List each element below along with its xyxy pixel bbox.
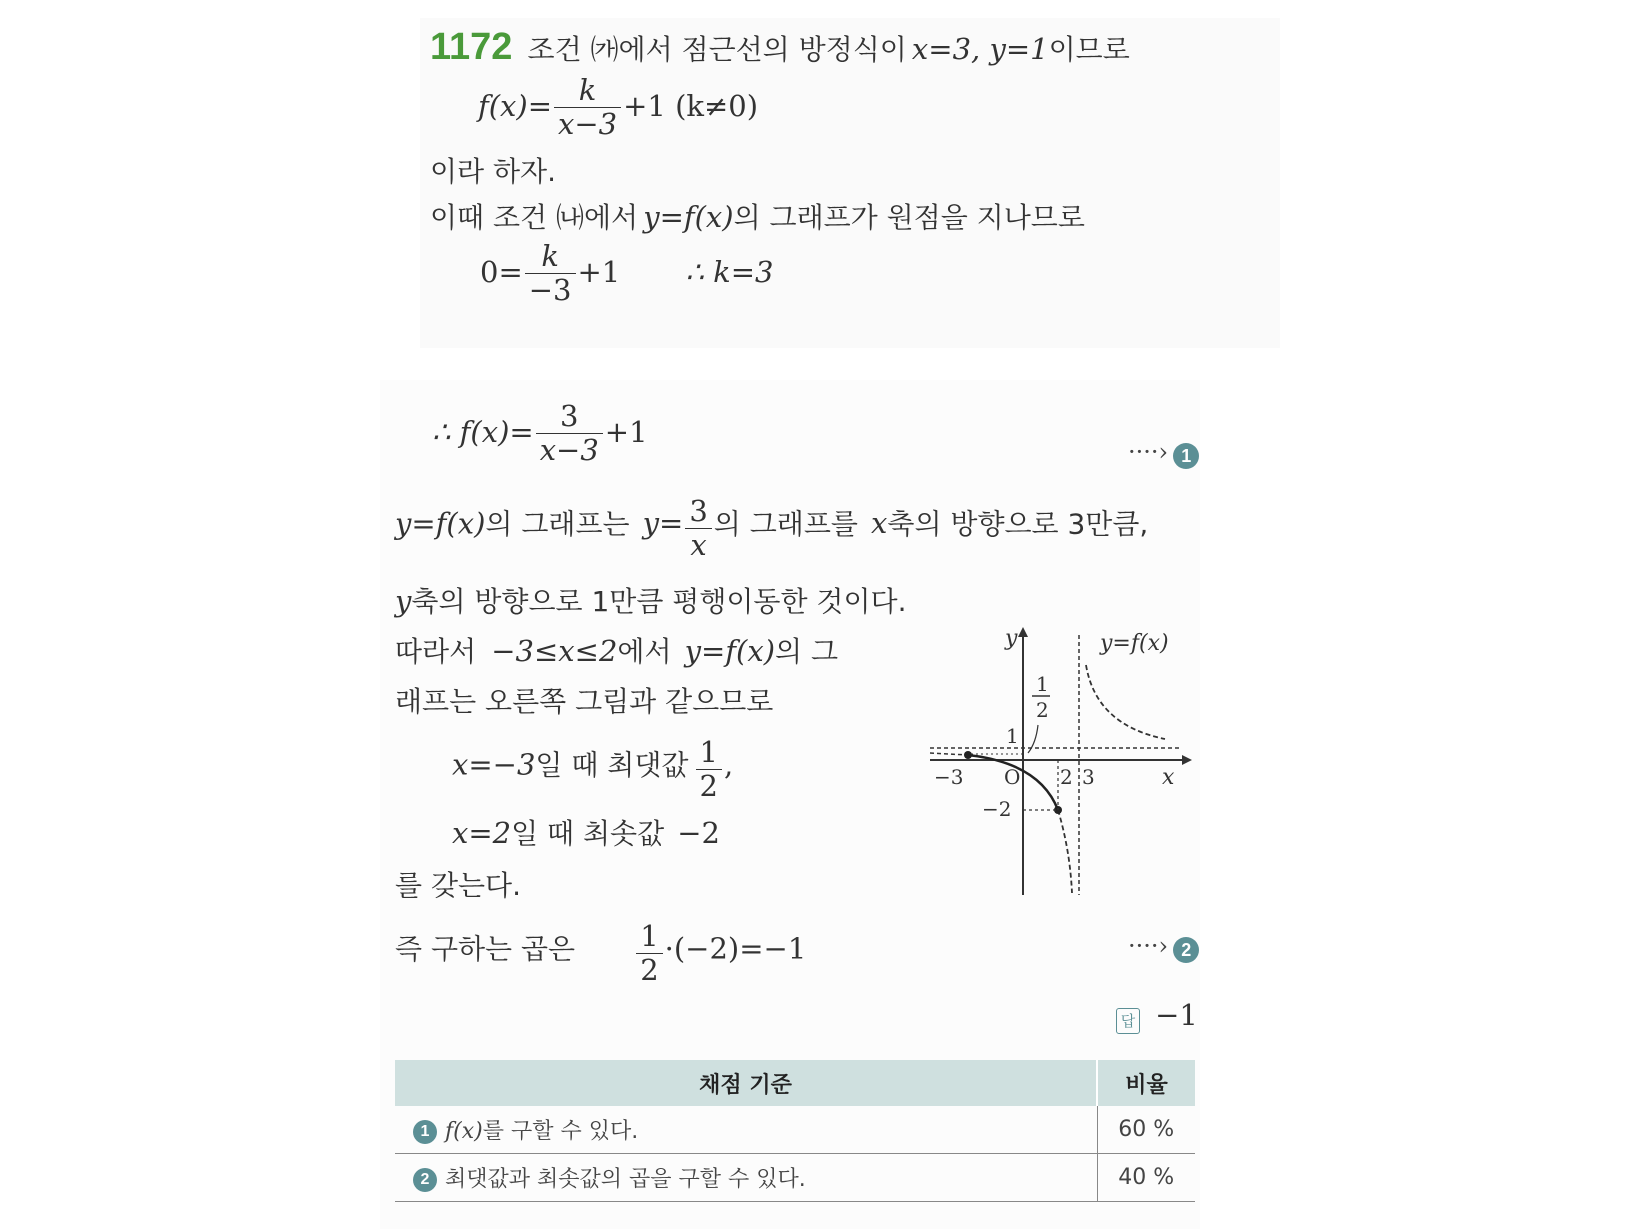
solution-para-3 bbox=[395, 630, 838, 670]
step-marker-1 bbox=[1128, 438, 1199, 469]
function-math: y=f(x) bbox=[643, 200, 734, 234]
table-row bbox=[395, 1154, 1195, 1202]
interval-math: −3≤x≤2 bbox=[491, 634, 618, 668]
half-numerator: 1 bbox=[1036, 672, 1049, 696]
denominator: 2 bbox=[636, 953, 662, 987]
fraction bbox=[696, 736, 722, 804]
curve-lower-dashed bbox=[1058, 810, 1072, 893]
function-math: y=f(x) bbox=[684, 634, 776, 668]
solution-para-4: 래프는 오른쪽 그림과 같으므로 bbox=[395, 685, 774, 718]
problem-line-1 bbox=[430, 26, 1130, 69]
step-marker-2 bbox=[1128, 932, 1199, 963]
axis-var: x bbox=[871, 506, 888, 541]
numerator: k bbox=[578, 73, 597, 107]
tick-neg2: −2 bbox=[982, 797, 1012, 821]
curve-right-branch bbox=[1086, 665, 1165, 739]
row-badge: 2 bbox=[413, 1168, 437, 1192]
product-line bbox=[395, 920, 806, 988]
k-result: ∴ k=3 bbox=[685, 254, 774, 289]
fraction bbox=[636, 920, 662, 988]
answer-icon: 답 bbox=[1116, 1008, 1140, 1034]
solution-text: 에서 bbox=[617, 635, 672, 668]
solution-text: 축의 방향으로 1만큼 평행이동한 것이다. bbox=[411, 585, 907, 618]
min-math: x=2 bbox=[452, 816, 512, 850]
problem-text: 의 그래프가 원점을 지나므로 bbox=[733, 201, 1085, 234]
table-row bbox=[395, 1106, 1195, 1154]
scoring-table bbox=[395, 1060, 1195, 1202]
eq-lhs: f(x)= bbox=[478, 88, 553, 123]
x-axis-arrow bbox=[1182, 755, 1192, 765]
axis-var: y bbox=[395, 584, 412, 618]
problem-text: 조건 ㈎에서 점근선의 방정식이 bbox=[527, 33, 907, 66]
fraction bbox=[554, 74, 621, 142]
answer-line bbox=[1116, 998, 1198, 1034]
criteria-cell bbox=[395, 1154, 1097, 1202]
min-line bbox=[452, 812, 720, 852]
step-1-badge: 1 bbox=[1173, 443, 1199, 469]
table-header-row bbox=[395, 1060, 1195, 1106]
header-criteria: 채점 기준 bbox=[395, 1060, 1097, 1106]
eq-rhs: +1 bbox=[604, 414, 648, 449]
denominator: x−3 bbox=[536, 433, 603, 467]
tick-neg3: −3 bbox=[934, 765, 964, 789]
problem-number: 1172 bbox=[430, 26, 513, 68]
problem-text: 이므로 bbox=[1048, 33, 1130, 66]
marker-dots: ····› bbox=[1128, 932, 1169, 960]
denominator: x bbox=[685, 528, 711, 562]
equation-f-general bbox=[478, 74, 758, 142]
y-axis-label: y bbox=[1005, 626, 1018, 651]
criteria-cell bbox=[395, 1106, 1097, 1154]
ratio-cell: 60 % bbox=[1097, 1106, 1195, 1154]
solution-text: 의 그 bbox=[775, 635, 839, 668]
asymptote-math: x=3, y=1 bbox=[911, 32, 1049, 66]
solution-para-1 bbox=[395, 495, 1148, 563]
eq-rhs: +1 bbox=[577, 254, 621, 289]
solution-text: 의 그래프는 bbox=[485, 507, 630, 541]
solution-text: 일 때 최댓값 bbox=[535, 748, 689, 782]
eq-lhs: ∴ f(x)= bbox=[432, 414, 534, 449]
tick-3: 3 bbox=[1082, 765, 1095, 789]
problem-line-3 bbox=[430, 196, 1085, 236]
eq-lhs: 0= bbox=[480, 254, 523, 289]
numerator: 1 bbox=[640, 919, 659, 953]
row-text: 최댓값과 최솟값의 곱을 구할 수 있다. bbox=[445, 1167, 806, 1192]
solution-text: 즉 구하는 곱은 bbox=[395, 932, 576, 966]
numerator: 3 bbox=[560, 399, 579, 433]
solution-text: 따라서 bbox=[395, 635, 477, 668]
numerator: 3 bbox=[689, 494, 708, 528]
problem-line-2: 이라 하자. bbox=[430, 155, 556, 188]
curve-left-dashed bbox=[930, 753, 968, 755]
row-text: 를 구할 수 있다. bbox=[482, 1119, 639, 1144]
answer-value: −1 bbox=[1155, 998, 1198, 1032]
max-point bbox=[964, 751, 972, 759]
tick-2: 2 bbox=[1060, 765, 1073, 789]
marker-dots: ····› bbox=[1128, 438, 1169, 466]
solution-text: 의 그래프를 bbox=[713, 507, 858, 541]
solution-text: 일 때 최솟값 bbox=[511, 817, 665, 850]
x-axis-label: x bbox=[1162, 765, 1175, 790]
function-graph bbox=[920, 625, 1200, 900]
row-math: f(x) bbox=[445, 1119, 483, 1144]
numerator: k bbox=[541, 239, 559, 273]
max-math: x=−3 bbox=[452, 747, 536, 782]
equation-f-final bbox=[432, 400, 648, 468]
problem-text: 이때 조건 ㈏에서 bbox=[430, 201, 639, 234]
half-denominator: 2 bbox=[1036, 698, 1049, 722]
fraction bbox=[525, 240, 576, 308]
eq-rhs: +1 (k≠0) bbox=[623, 88, 759, 123]
solution-para-2 bbox=[395, 580, 906, 620]
function-math: y=f(x) bbox=[395, 506, 486, 541]
origin-label: O bbox=[1004, 765, 1021, 789]
product-math: ·(−2)=−1 bbox=[664, 931, 807, 966]
fraction bbox=[536, 400, 603, 468]
curve-label: y=f(x) bbox=[1100, 631, 1169, 656]
numerator: 1 bbox=[699, 735, 718, 769]
max-line: x=−3일 때 최댓값 $\frac{1}{2}$ , bbox=[452, 735, 734, 804]
row-badge: 1 bbox=[413, 1120, 437, 1144]
fraction bbox=[685, 495, 711, 563]
equation-origin bbox=[480, 240, 773, 308]
min-value: −2 bbox=[677, 816, 720, 850]
header-ratio: 비율 bbox=[1097, 1060, 1195, 1106]
denominator: −3 bbox=[525, 273, 576, 307]
solution-text: 축의 방향으로 3만큼, bbox=[887, 507, 1149, 541]
y-axis-arrow bbox=[1018, 627, 1028, 637]
ratio-cell: 40 % bbox=[1097, 1154, 1195, 1202]
step-2-badge: 2 bbox=[1173, 937, 1199, 963]
denominator: 2 bbox=[696, 769, 722, 803]
denominator: x−3 bbox=[554, 107, 621, 141]
solution-para-5: 를 갖는다. bbox=[395, 869, 521, 902]
half-pointer bbox=[1028, 725, 1038, 753]
function-math: y= bbox=[642, 506, 684, 541]
tick-1: 1 bbox=[1006, 724, 1019, 748]
